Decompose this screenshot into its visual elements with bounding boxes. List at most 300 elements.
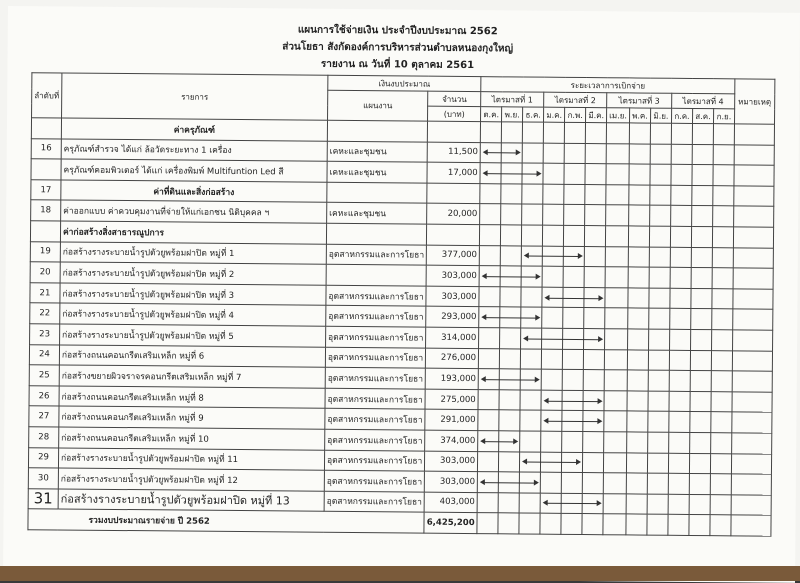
month-cell: [519, 472, 540, 493]
row-plan: [327, 120, 428, 141]
row-plan: [327, 182, 428, 203]
row-plan: อุตสาหกรรมและการโยธา: [325, 367, 426, 388]
row-number: 22: [30, 303, 60, 324]
month-cell: [606, 143, 629, 164]
row-number: 23: [30, 324, 60, 345]
month-cell: [711, 412, 732, 433]
month-cell: [480, 142, 501, 163]
month-cell: [692, 206, 713, 227]
month-cell: [691, 309, 712, 330]
month-cell: [543, 163, 564, 184]
month-cell: [606, 123, 629, 144]
month-cell: [583, 370, 604, 391]
month-cell: [670, 309, 691, 330]
month-cell: [648, 350, 669, 371]
col-header-month: ม.ค.: [544, 107, 565, 122]
month-cell: [479, 245, 500, 266]
month-cell: [690, 432, 711, 453]
row-plan: อุตสาหกรรมและการโยธา: [326, 306, 427, 327]
row-remark: [732, 371, 772, 392]
month-cell: [478, 348, 499, 369]
month-cell: [627, 349, 648, 370]
month-cell: [477, 492, 498, 513]
month-cell: [690, 412, 711, 433]
col-header-month: ก.ย.: [713, 109, 734, 124]
row-number: 19: [30, 241, 60, 262]
month-cell: [628, 308, 649, 329]
month-cell: [521, 266, 542, 287]
col-header-quarter-4: ไตรมาสที่ 4: [672, 93, 735, 109]
col-header-month: ธ.ค.: [523, 107, 544, 122]
month-cell: [605, 267, 628, 288]
month-cell: [585, 143, 606, 164]
month-cell: [519, 513, 540, 534]
row-amount: 377,000: [427, 245, 480, 266]
month-cell: [585, 164, 606, 185]
row-remark: [731, 474, 771, 495]
month-cell: [670, 267, 691, 288]
month-cell: [541, 369, 562, 390]
row-item: ก่อสร้างรางระบายน้ำรูปตัวยูพร้อมฝาปิด หมู่ที่ 3: [60, 283, 326, 306]
month-cell: [562, 349, 583, 370]
row-amount: 303,000: [426, 265, 479, 286]
month-cell: [541, 452, 562, 473]
month-cell: [669, 370, 690, 391]
row-number: 20: [30, 262, 60, 283]
month-cell: [669, 412, 690, 433]
month-cell: [562, 369, 583, 390]
month-cell: [647, 514, 668, 535]
month-cell: [669, 432, 690, 453]
month-cell: [520, 349, 541, 370]
row-plan: อุตสาหกรรมและการโยธา: [324, 450, 425, 471]
month-cell: [583, 390, 604, 411]
row-amount: 314,000: [426, 327, 479, 348]
month-cell: [629, 144, 650, 165]
month-cell: [564, 225, 585, 246]
row-amount: [428, 121, 481, 142]
month-cell: [584, 328, 605, 349]
row-plan: อุตสาหกรรมและการโยธา: [326, 285, 427, 306]
month-cell: [563, 328, 584, 349]
month-cell: [689, 474, 710, 495]
month-cell: [605, 287, 628, 308]
month-cell: [712, 288, 733, 309]
month-cell: [583, 431, 604, 452]
month-cell: [542, 266, 563, 287]
month-cell: [627, 370, 648, 391]
month-cell: [689, 494, 710, 515]
month-cell: [582, 493, 603, 514]
month-cell: [584, 308, 605, 329]
month-cell: [500, 266, 521, 287]
month-cell: [540, 493, 561, 514]
row-remark: [733, 268, 773, 289]
month-cell: [629, 123, 650, 144]
month-cell: [650, 185, 671, 206]
month-cell: [710, 515, 731, 536]
month-cell: [501, 163, 522, 184]
month-cell: [650, 205, 671, 226]
month-cell: [583, 349, 604, 370]
col-header-quarter-3: ไตรมาสที่ 3: [607, 93, 672, 109]
month-cell: [671, 206, 692, 227]
month-cell: [585, 184, 606, 205]
month-cell: [522, 143, 543, 164]
month-cell: [626, 473, 647, 494]
month-cell: [692, 165, 713, 186]
month-cell: [649, 267, 670, 288]
month-cell: [670, 288, 691, 309]
month-cell: [604, 452, 627, 473]
month-cell: [563, 267, 584, 288]
month-cell: [711, 371, 732, 392]
row-amount: [427, 183, 480, 204]
col-header-plan: แผนงาน: [327, 90, 428, 121]
section-label: ค่าครุภัณฑ์: [61, 118, 327, 141]
month-cell: [522, 184, 543, 205]
row-item: ก่อสร้างรางระบายน้ำรูปตัวยูพร้อมฝาปิด หมู่ที่ 12: [58, 468, 324, 491]
month-cell: [564, 184, 585, 205]
row-remark: [734, 186, 774, 207]
row-number: 31: [28, 488, 58, 509]
month-cell: [690, 329, 711, 350]
month-cell: [649, 226, 670, 247]
row-amount: 193,000: [425, 368, 478, 389]
month-cell: [648, 391, 669, 412]
col-header-item: รายการ: [61, 73, 327, 120]
month-cell: [479, 286, 500, 307]
month-cell: [542, 246, 563, 267]
month-cell: [604, 432, 627, 453]
row-number: [31, 118, 61, 139]
col-header-month: มี.ค.: [586, 108, 607, 123]
month-cell: [628, 226, 649, 247]
col-header-budget: เงินงบประมาณ: [328, 75, 481, 91]
col-header-month: พ.ค.: [629, 108, 650, 123]
month-cell: [561, 493, 582, 514]
row-item: ก่อสร้างรางระบายน้ำรูปตัวยูพร้อมฝาปิด หมู่ที่ 1: [60, 242, 326, 265]
month-cell: [647, 453, 668, 474]
month-cell: [691, 247, 712, 268]
row-number: [30, 221, 60, 242]
month-cell: [477, 472, 498, 493]
row-plan: [326, 264, 427, 285]
row-remark: [732, 330, 772, 351]
document-sheet: [3, 6, 800, 583]
month-cell: [519, 493, 540, 514]
row-number: 16: [31, 138, 61, 159]
month-cell: [648, 370, 669, 391]
row-remark: [734, 165, 774, 186]
month-cell: [499, 410, 520, 431]
col-header-month: ต.ค.: [481, 107, 502, 122]
month-cell: [605, 329, 628, 350]
col-header-month: พ.ย.: [502, 107, 523, 122]
month-cell: [605, 246, 628, 267]
month-cell: [498, 472, 519, 493]
row-number: 27: [29, 406, 59, 427]
month-cell: [649, 288, 670, 309]
month-cell: [692, 185, 713, 206]
month-cell: [606, 226, 629, 247]
month-cell: [626, 494, 647, 515]
month-cell: [582, 514, 603, 535]
month-cell: [629, 164, 650, 185]
document-title: แผนการใช้จ่ายเงิน ประจำปีงบประมาณ 2562: [297, 24, 498, 38]
month-cell: [584, 287, 605, 308]
month-cell: [563, 287, 584, 308]
month-cell: [520, 390, 541, 411]
month-cell: [691, 288, 712, 309]
col-header-quarter-1: ไตรมาสที่ 1: [481, 92, 544, 108]
month-cell: [542, 308, 563, 329]
month-cell: [671, 123, 692, 144]
month-cell: [542, 287, 563, 308]
month-cell: [499, 369, 520, 390]
month-cell: [671, 144, 692, 165]
month-cell: [712, 227, 733, 248]
report-date: รายงาน ณ วันที่ 10 ตุลาคม 2561: [320, 58, 475, 72]
month-cell: [647, 494, 668, 515]
row-item: ก่อสร้างถนนคอนกรีตเสริมเหล็ก หมู่ที่ 10: [59, 427, 325, 450]
month-cell: [713, 144, 734, 165]
month-cell: [713, 185, 734, 206]
month-cell: [711, 433, 732, 454]
row-remark: [731, 515, 771, 536]
month-cell: [648, 329, 669, 350]
month-cell: [561, 472, 582, 493]
month-cell: [499, 431, 520, 452]
month-cell: [540, 513, 561, 534]
month-cell: [712, 247, 733, 268]
month-cell: [628, 246, 649, 267]
row-number: 26: [29, 385, 59, 406]
month-cell: [606, 205, 629, 226]
month-cell: [649, 247, 670, 268]
month-cell: [585, 123, 606, 144]
month-cell: [543, 205, 564, 226]
row-item: ก่อสร้างรางระบายน้ำรูปตัวยูพร้อมฝาปิด หมู่ที่ 13: [58, 489, 324, 512]
month-cell: [627, 329, 648, 350]
month-cell: [501, 184, 522, 205]
month-cell: [627, 411, 648, 432]
month-cell: [669, 350, 690, 371]
row-item: ก่อสร้างรางระบายน้ำรูปตัวยูพร้อมฝาปิด หมู่ที่ 5: [60, 324, 326, 347]
month-cell: [501, 225, 522, 246]
month-cell: [562, 452, 583, 473]
month-cell: [584, 267, 605, 288]
month-cell: [670, 226, 691, 247]
month-cell: [585, 205, 606, 226]
row-plan: อุตสาหกรรมและการโยธา: [325, 326, 426, 347]
row-remark: [732, 433, 772, 454]
month-cell: [540, 472, 561, 493]
row-remark: [734, 124, 774, 145]
month-cell: [500, 287, 521, 308]
row-plan: อุตสาหกรรมและการโยธา: [325, 388, 426, 409]
month-cell: [689, 453, 710, 474]
month-cell: [564, 164, 585, 185]
month-cell: [500, 328, 521, 349]
month-cell: [501, 122, 522, 143]
month-cell: [650, 164, 671, 185]
row-item: ครุภัณฑ์คอมพิวเตอร์ ได้แก่ เครื่องพิมพ์ Multifuntion Led สี: [61, 159, 327, 182]
month-cell: [691, 226, 712, 247]
month-cell: [562, 411, 583, 432]
month-cell: [629, 185, 650, 206]
row-amount: 20,000: [427, 204, 480, 225]
month-cell: [629, 205, 650, 226]
month-cell: [603, 493, 626, 514]
month-cell: [626, 452, 647, 473]
section-label: ค่าที่ดินและสิ่งก่อสร้าง: [61, 180, 327, 203]
month-cell: [479, 307, 500, 328]
month-cell: [690, 391, 711, 412]
month-cell: [501, 142, 522, 163]
row-number: 24: [29, 344, 59, 365]
month-cell: [541, 431, 562, 452]
col-header-period: ระยะเวลาการเบิกจ่าย: [481, 77, 735, 94]
row-number: 17: [31, 179, 61, 200]
month-cell: [521, 246, 542, 267]
month-cell: [604, 349, 627, 370]
row-plan: อุตสาหกรรมและการโยธา: [325, 429, 426, 450]
total-label: รวมงบประมาณรายจ่าย ปี 2562: [28, 509, 424, 533]
month-cell: [479, 328, 500, 349]
month-cell: [690, 350, 711, 371]
month-cell: [585, 226, 606, 247]
document-subtitle: ส่วนโยธา สังกัดองค์การบริหารส่วนตำบลหนองกุงใหญ่: [282, 41, 514, 55]
month-cell: [626, 514, 647, 535]
month-cell: [498, 513, 519, 534]
month-cell: [564, 143, 585, 164]
month-cell: [711, 350, 732, 371]
spending-plan-table: [27, 72, 775, 536]
month-cell: [478, 410, 499, 431]
col-header-month: ส.ค.: [692, 108, 713, 123]
row-remark: [732, 392, 772, 413]
row-remark: [733, 289, 773, 310]
month-cell: [499, 390, 520, 411]
month-cell: [668, 494, 689, 515]
row-remark: [732, 412, 772, 433]
month-cell: [604, 390, 627, 411]
row-item: ก่อสร้างถนนคอนกรีตเสริมเหล็ก หมู่ที่ 8: [59, 386, 325, 409]
row-remark: [731, 495, 771, 516]
month-cell: [478, 451, 499, 472]
month-cell: [520, 410, 541, 431]
row-amount: 275,000: [425, 389, 478, 410]
month-cell: [603, 473, 626, 494]
month-cell: [522, 163, 543, 184]
month-cell: [480, 204, 501, 225]
col-header-month: ก.พ.: [565, 107, 586, 122]
month-cell: [650, 144, 671, 165]
row-remark: [734, 144, 774, 165]
month-cell: [520, 431, 541, 452]
month-cell: [710, 453, 731, 474]
month-cell: [691, 268, 712, 289]
row-remark: [732, 350, 772, 371]
month-cell: [584, 246, 605, 267]
month-cell: [582, 473, 603, 494]
month-cell: [690, 371, 711, 392]
month-cell: [501, 204, 522, 225]
month-cell: [671, 164, 692, 185]
month-cell: [668, 473, 689, 494]
col-header-amount: จำนวน: [428, 91, 481, 106]
row-plan: อุตสาหกรรมและการโยธา: [325, 347, 426, 368]
month-cell: [561, 514, 582, 535]
month-cell: [480, 163, 501, 184]
month-cell: [543, 184, 564, 205]
month-cell: [668, 515, 689, 536]
month-cell: [564, 205, 585, 226]
month-cell: [606, 185, 629, 206]
month-cell: [522, 122, 543, 143]
row-plan: อุตสาหกรรมและการโยธา: [324, 491, 425, 512]
month-cell: [522, 225, 543, 246]
row-plan: อุตสาหกรรมและการโยธา: [325, 409, 426, 430]
month-cell: [628, 267, 649, 288]
col-header-remark: หมายเหตุ: [734, 79, 774, 124]
month-cell: [563, 246, 584, 267]
month-cell: [670, 247, 691, 268]
col-header-month: เม.ย.: [607, 108, 630, 123]
row-plan: อุตสาหกรรมและการโยธา: [326, 244, 427, 265]
month-cell: [564, 122, 585, 143]
month-cell: [711, 330, 732, 351]
month-cell: [711, 391, 732, 412]
month-cell: [478, 431, 499, 452]
month-cell: [668, 453, 689, 474]
col-header-no: ลำดับที่: [32, 73, 62, 118]
row-item: ก่อสร้างขยายผิวจราจรคอนกรีตเสริมเหล็ก หมู่ที่ 7: [59, 365, 325, 388]
row-number: 21: [30, 282, 60, 303]
desk-surface: [0, 566, 800, 581]
row-amount: [427, 224, 480, 245]
month-cell: [543, 143, 564, 164]
month-cell: [647, 473, 668, 494]
month-cell: [692, 144, 713, 165]
row-number: 29: [28, 447, 58, 468]
row-amount: 11,500: [427, 142, 480, 163]
month-cell: [478, 389, 499, 410]
month-cell: [713, 206, 734, 227]
month-cell: [649, 308, 670, 329]
month-cell: [713, 124, 734, 145]
month-cell: [542, 328, 563, 349]
col-header-amount-unit: (บาท): [428, 106, 481, 121]
month-cell: [583, 411, 604, 432]
row-amount: 303,000: [425, 451, 478, 472]
row-item: ก่อสร้างรางระบายน้ำรูปตัวยูพร้อมฝาปิด หมู่ที่ 2: [60, 262, 326, 285]
row-number: 28: [29, 427, 59, 448]
month-cell: [671, 185, 692, 206]
total-amount: 6,425,200: [424, 512, 477, 533]
month-cell: [562, 390, 583, 411]
row-amount: 293,000: [426, 307, 479, 328]
month-cell: [648, 432, 669, 453]
row-item: ก่อสร้างถนนคอนกรีตเสริมเหล็ก หมู่ที่ 6: [59, 344, 325, 367]
month-cell: [710, 494, 731, 515]
row-plan: เคหะและชุมชน: [327, 203, 428, 224]
month-cell: [543, 122, 564, 143]
month-cell: [543, 225, 564, 246]
month-cell: [669, 391, 690, 412]
month-cell: [710, 474, 731, 495]
